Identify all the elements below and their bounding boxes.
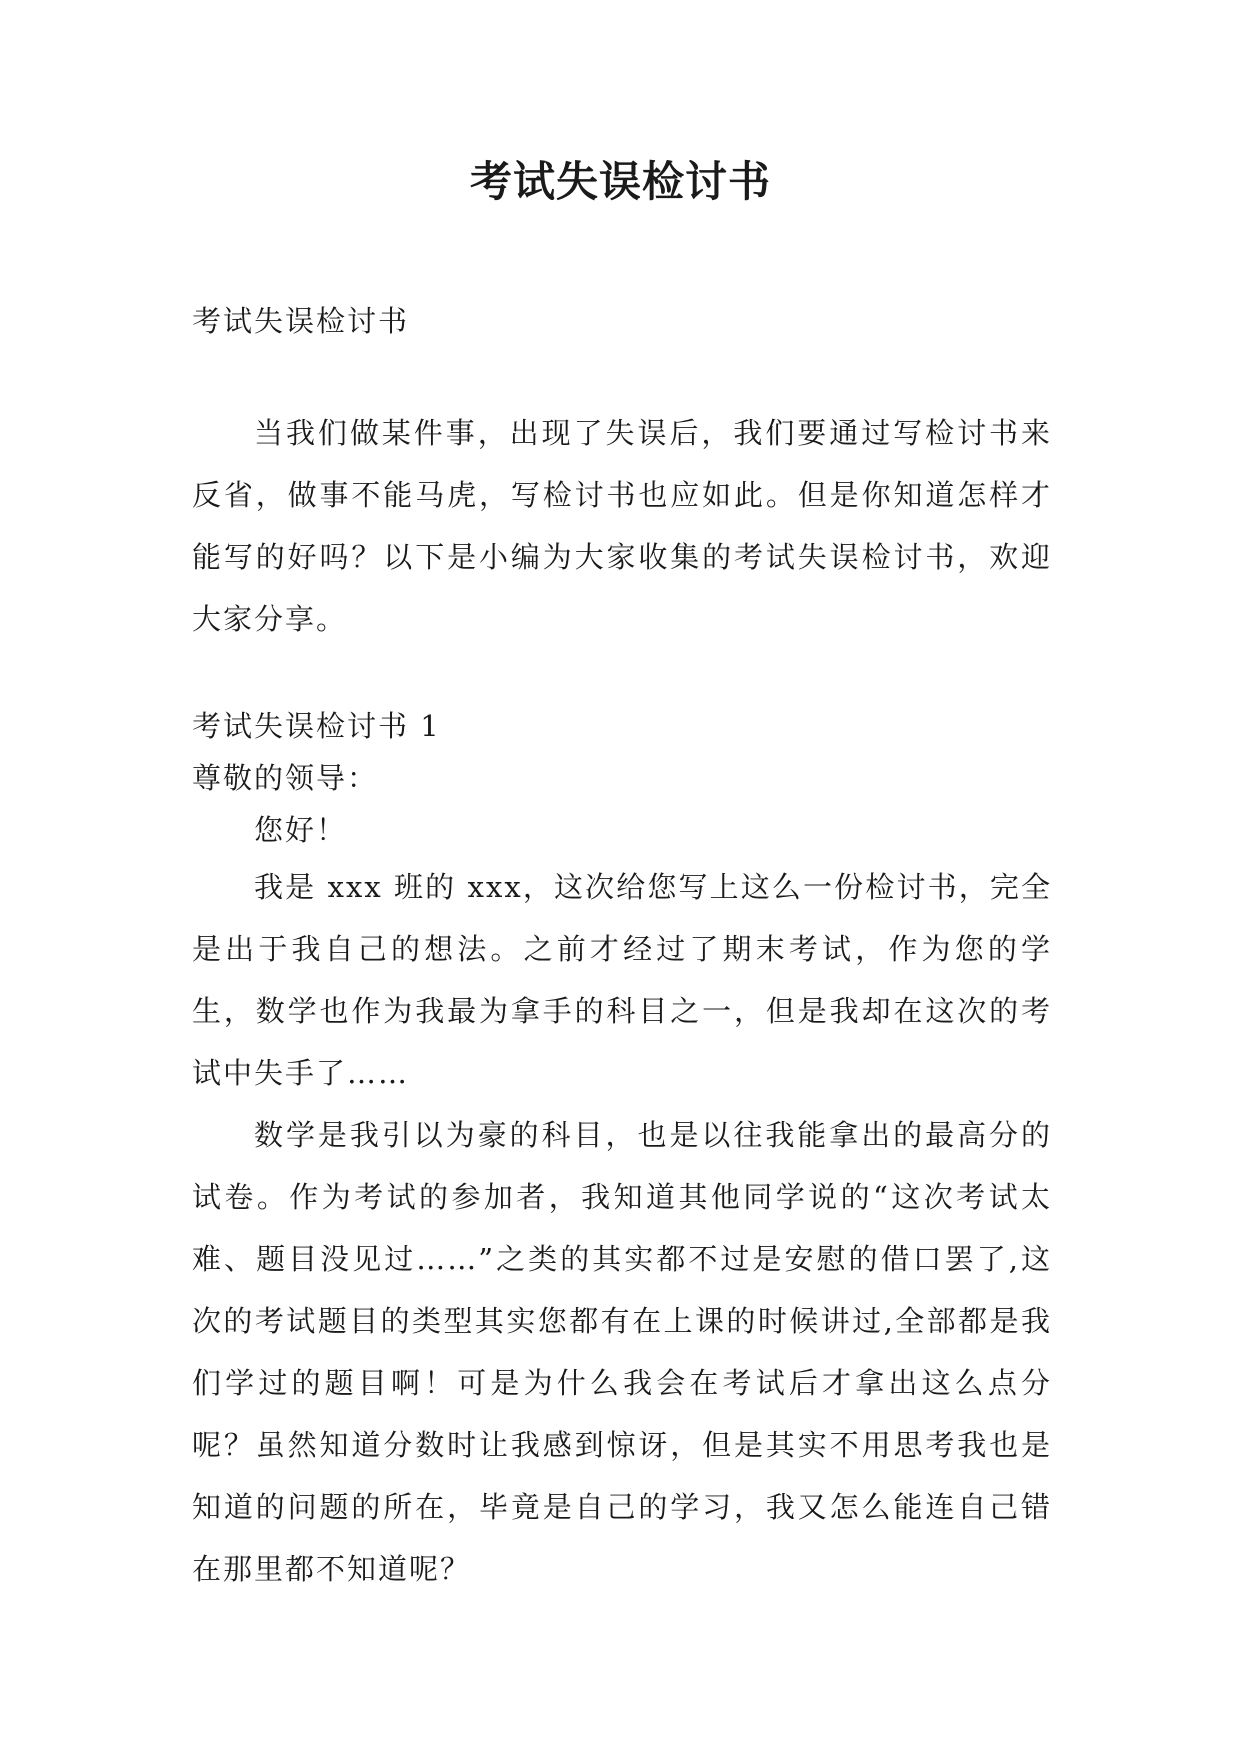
document-body xyxy=(192,290,1052,1600)
body-paragraph-2: 数学是我引以为豪的科目，也是以往我能拿出的最高分的试卷。作为考试的参加者，我知道其他同学说的“这次考试太难、题目没见过……”之类的其实都不过是安慰的借口罢了,这次的考试题目的类型其实您都有在上课的时候讲过,全部都是我们学过的题目啊！可是为什么我会在考试后才拿出这么点分呢？虽然知道分数时让我感到惊讶，但是其实不用思考我也是知道的问题的所在，毕竟是自己的学习，我又怎么能连自己错在那里都不知道呢？ xyxy=(192,1118,1052,1586)
section-title: 考试失误检讨书 1 xyxy=(192,709,441,743)
document-subtitle: 考试失误检讨书 xyxy=(192,304,410,338)
spacer xyxy=(192,650,1052,700)
document-title: 考试失误检讨书 xyxy=(469,157,771,206)
salutation: 尊敬的领导： xyxy=(192,761,379,795)
greeting: 您好！ xyxy=(254,813,348,847)
spacer xyxy=(192,352,1052,402)
intro-paragraph: 当我们做某件事，出现了失误后，我们要通过写检讨书来反省，做事不能马虎，写检讨书也应如此。但是你知道怎样才能写的好吗？以下是小编为大家收集的考试失误检讨书，欢迎大家分享。 xyxy=(192,416,1052,636)
body-paragraph-1: 我是 xxx 班的 xxx，这次给您写上这么一份检讨书，完全是出于我自己的想法。之前才经过了期末考试，作为您的学生，数学也作为我最为拿手的科目之一，但是我却在这次的考试中失手了…… xyxy=(192,870,1052,1090)
